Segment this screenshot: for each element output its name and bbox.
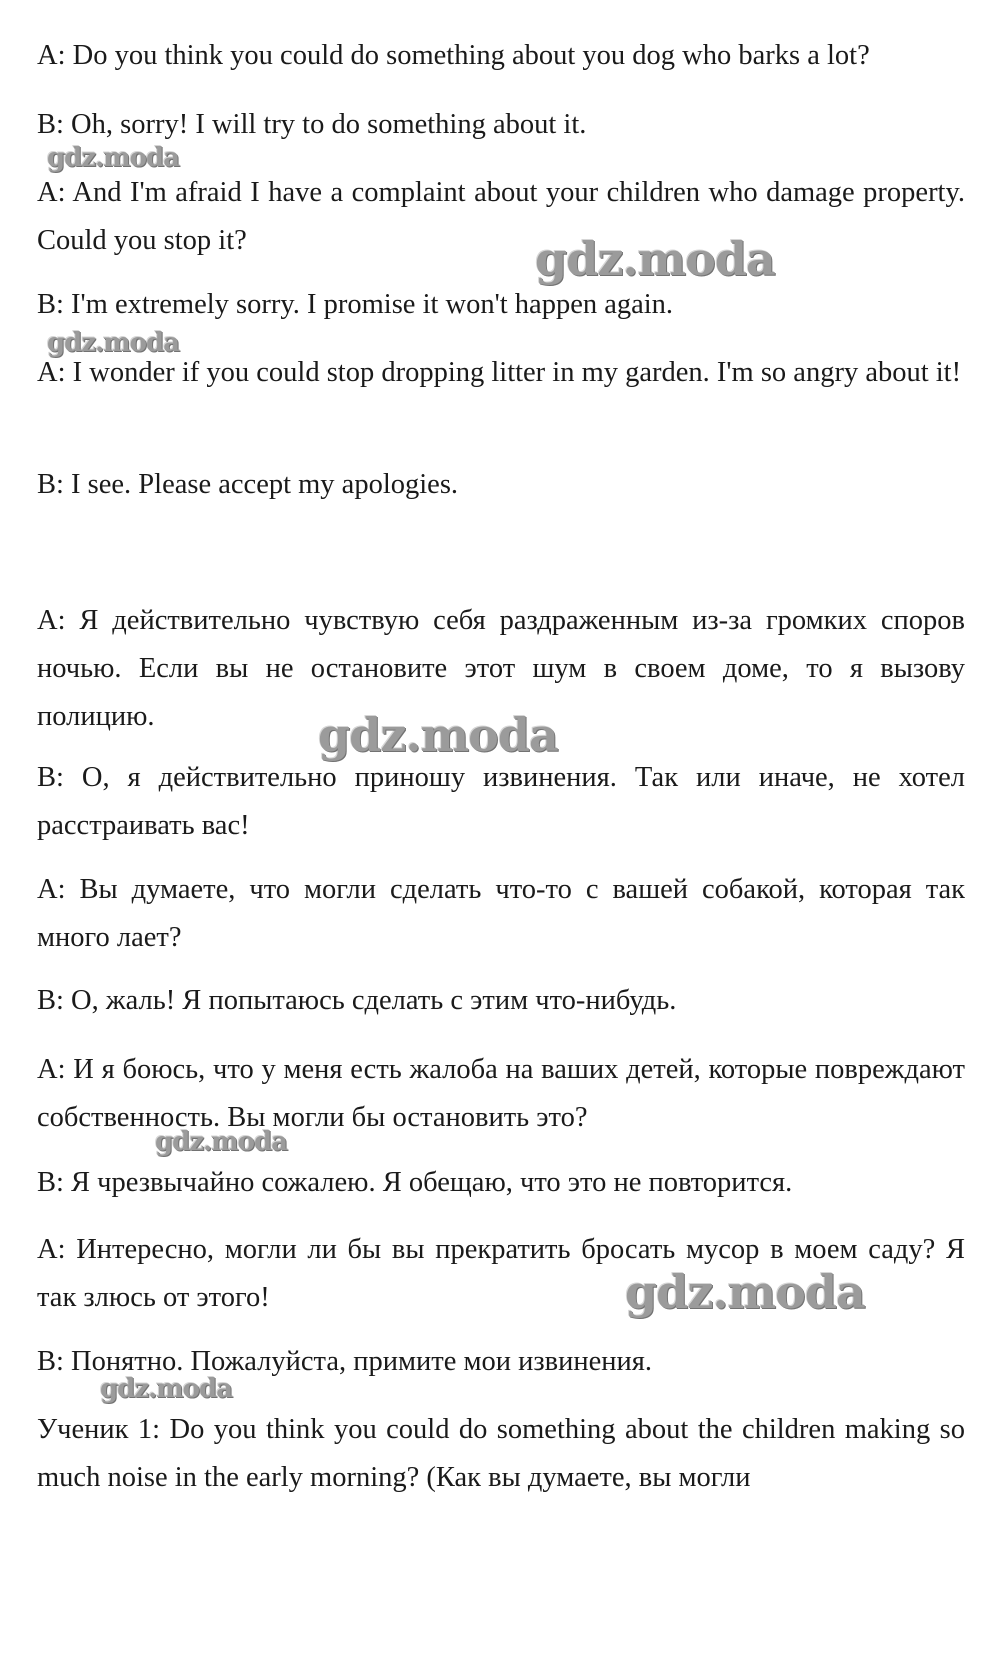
- paragraph-15: Ученик 1: Do you think you could do something about the children making so much noise in the early morning? (Как вы думаете, вы могли: [37, 1414, 965, 1493]
- paragraph-14: B: Понятно. Пожалуйста, примите мои извинения.: [37, 1346, 653, 1377]
- watermark: gdz.moda: [100, 1374, 233, 1404]
- paragraph-4: B: I'm extremely sorry. I promise it won't happen again.: [37, 289, 674, 320]
- paragraph-11: A: И я боюсь, что у меня есть жалоба на ваших детей, которые повреждают собственность. Вы могли бы остановить это?: [37, 1054, 965, 1133]
- watermark: gdz.moda: [318, 708, 558, 762]
- watermark: gdz.moda: [155, 1127, 288, 1157]
- paragraph-6: B: I see. Please accept my apologies.: [37, 469, 459, 500]
- paragraph-5: A: I wonder if you could stop dropping litter in my garden. I'm so angry about it!: [37, 357, 962, 388]
- paragraph-8: B: О, я действительно приношу извинения. Так или иначе, не хотел расстраивать вас!: [37, 762, 965, 841]
- paragraph-12: B: Я чрезвычайно сожалею. Я обещаю, что это не повторится.: [37, 1167, 793, 1198]
- watermark: gdz.moda: [625, 1265, 865, 1319]
- paragraph-10: B: О, жаль! Я попытаюсь сделать с этим что-нибудь.: [37, 985, 677, 1016]
- paragraph-3: A: And I'm afraid I have a complaint about your children who damage property. Could you stop it?: [37, 177, 965, 256]
- paragraph-1: A: Do you think you could do something about you dog who barks a lot?: [37, 40, 870, 71]
- paragraph-13: A: Интересно, могли ли бы вы прекратить бросать мусор в моем саду? Я так злюсь от этого!: [37, 1234, 965, 1313]
- watermark: gdz.moda: [535, 232, 775, 286]
- paragraph-7: A: Я действительно чувствую себя раздраженным из-за громких споров ночью. Если вы не остановите этот шум в своем доме, то я вызову полицию.: [37, 605, 965, 732]
- paragraph-2: B: Oh, sorry! I will try to do something about it.: [37, 109, 587, 140]
- paragraph-9: A: Вы думаете, что могли сделать что-то с вашей собакой, которая так много лает?: [37, 874, 965, 953]
- watermark: gdz.moda: [47, 143, 180, 173]
- watermark: gdz.moda: [47, 328, 180, 358]
